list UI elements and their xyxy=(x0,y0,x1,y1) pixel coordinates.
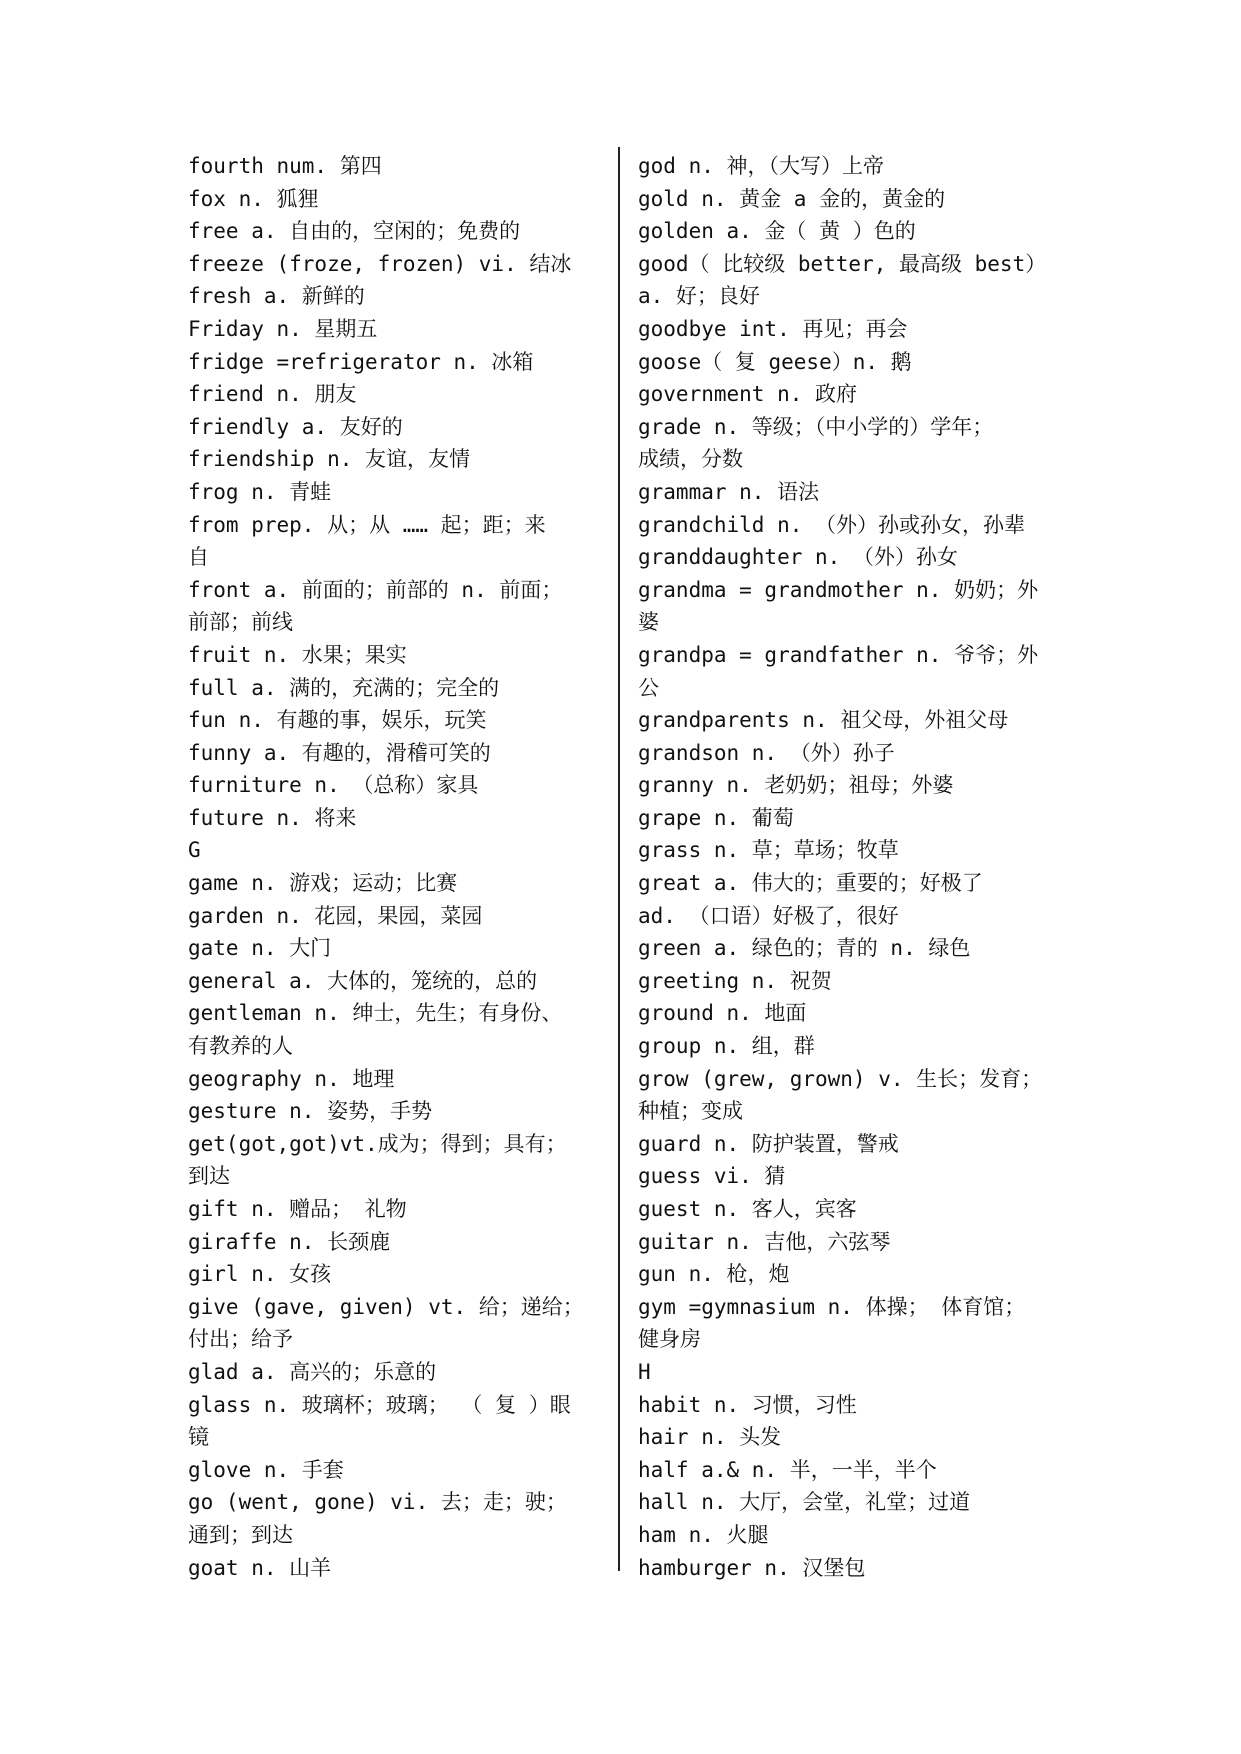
vocab-line: greeting n. 祝贺 xyxy=(638,968,832,993)
vocab-line: gun n. 枪，炮 xyxy=(638,1262,790,1287)
vocab-line: green a. 绿色的；青的 n. 绿色 xyxy=(638,936,971,961)
vocab-line: hall n. 大厅，会堂，礼堂；过道 xyxy=(638,1490,971,1515)
vocab-line: full a. 满的，充满的；完全的 xyxy=(188,675,500,700)
vocab-line: glove n. 手套 xyxy=(188,1457,344,1482)
vocab-line: fruit n. 水果；果实 xyxy=(188,642,407,667)
vocab-line: granny n. 老奶奶；祖母；外婆 xyxy=(638,773,954,798)
vocab-line: ad. （口语）好极了，很好 xyxy=(638,903,899,928)
vocab-line: future n. 将来 xyxy=(188,805,357,830)
vocab-line: Friday n. 星期五 xyxy=(188,316,378,341)
vocab-line: guest n. 客人，宾客 xyxy=(638,1197,857,1221)
vocab-line: from prep. 从；从 …… 起；距；来 xyxy=(188,512,546,537)
vocab-line: gold n. 黄金 a 金的，黄金的 xyxy=(638,186,946,211)
vocab-line: 婆 xyxy=(638,610,659,635)
vocab-line: friendship n. 友谊，友情 xyxy=(188,447,471,472)
vocab-line: gift n. 赠品； 礼物 xyxy=(188,1197,407,1221)
vocab-line: grade n. 等级；（中小学的）学年； xyxy=(638,414,994,439)
vocab-line: goose（ 复 geese）n. 鹅 xyxy=(638,349,912,374)
vocab-line: 镜 xyxy=(188,1425,209,1450)
vocab-line: 通到；到达 xyxy=(188,1522,293,1547)
vocab-line: geography n. 地理 xyxy=(188,1066,395,1091)
vocab-line: grandpa = grandfather n. 爷爷；外 xyxy=(638,642,1039,667)
vocab-line: granddaughter n. （外）孙女 xyxy=(638,545,958,570)
vocab-line: freeze (froze, frozen) vi. 结冰 xyxy=(188,251,572,276)
vocab-line: H xyxy=(638,1359,651,1384)
vocab-line: G xyxy=(188,838,201,863)
vocab-line: hair n. 头发 xyxy=(638,1425,782,1450)
vocab-line: grandma = grandmother n. 奶奶；外 xyxy=(638,577,1039,602)
vocab-line: government n. 政府 xyxy=(638,382,858,407)
vocab-line: furniture n. （总称）家具 xyxy=(188,773,479,798)
right-column xyxy=(638,150,1053,1584)
vocab-line: girl n. 女孩 xyxy=(188,1262,332,1287)
vocab-line: gate n. 大门 xyxy=(188,936,332,961)
vocab-line: a. 好；良好 xyxy=(638,284,760,309)
vocab-line: 种植；变成 xyxy=(638,1099,743,1124)
vocab-line: gym =gymnasium n. 体操； 体育馆； xyxy=(638,1294,1026,1319)
vocab-line: grandparents n. 祖父母，外祖父母 xyxy=(638,708,1009,733)
vocab-line: give (gave, given) vt. 给；递给； xyxy=(188,1294,584,1319)
column-divider xyxy=(618,147,620,1571)
vocab-line: ground n. 地面 xyxy=(638,1001,807,1026)
vocab-line: fridge =refrigerator n. 冰箱 xyxy=(188,349,534,374)
vocab-line: 成绩，分数 xyxy=(638,447,743,472)
vocab-line: goat n. 山羊 xyxy=(188,1555,332,1580)
vocab-line: garden n. 花园，果园，菜园 xyxy=(188,903,483,928)
vocab-line: grass n. 草；草场；牧草 xyxy=(638,838,899,863)
vocab-line: 健身房 xyxy=(638,1327,701,1352)
vocab-line: fun n. 有趣的事，娱乐，玩笑 xyxy=(188,708,487,733)
vocab-line: goodbye int. 再见；再会 xyxy=(638,316,908,341)
vocab-line: frog n. 青蛙 xyxy=(188,479,332,504)
vocab-line: guess vi. 猜 xyxy=(638,1164,786,1189)
vocab-line: free a. 自由的，空闲的；免费的 xyxy=(188,219,521,244)
vocab-line: front a. 前面的；前部的 n. 前面； xyxy=(188,577,563,602)
vocab-line: guitar n. 吉他，六弦琴 xyxy=(638,1229,891,1254)
vocab-line: group n. 组，群 xyxy=(638,1034,815,1059)
vocab-line: habit n. 习惯，习性 xyxy=(638,1392,857,1417)
vocab-line: gesture n. 姿势，手势 xyxy=(188,1099,433,1124)
vocab-line: 到达 xyxy=(188,1164,230,1189)
vocab-line: good（ 比较级 better, 最高级 best） xyxy=(638,251,1047,276)
vocab-line: god n. 神，（大写）上帝 xyxy=(638,154,885,178)
vocab-line: half a.& n. 半，一半，半个 xyxy=(638,1457,937,1482)
vocab-line: glass n. 玻璃杯；玻璃； （ 复 ）眼 xyxy=(188,1392,571,1417)
vocab-line: gentleman n. 绅士，先生；有身份、 xyxy=(188,1001,563,1026)
vocab-line: guard n. 防护装置，警戒 xyxy=(638,1131,899,1156)
vocab-line: friend n. 朋友 xyxy=(188,382,357,407)
vocab-line: glad a. 高兴的；乐意的 xyxy=(188,1359,437,1384)
vocab-line: funny a. 有趣的，滑稽可笑的 xyxy=(188,740,491,765)
vocab-line: hamburger n. 汉堡包 xyxy=(638,1555,866,1580)
vocab-line: fourth num. 第四 xyxy=(188,154,382,178)
vocab-line: 有教养的人 xyxy=(188,1034,293,1059)
vocab-line: 自 xyxy=(188,545,209,570)
vocab-line: grammar n. 语法 xyxy=(638,479,820,504)
vocab-line: great a. 伟大的；重要的；好极了 xyxy=(638,871,983,896)
vocab-line: ham n. 火腿 xyxy=(638,1522,769,1547)
vocab-line: golden a. 金（ 黄 ）色的 xyxy=(638,219,916,244)
vocab-line: grandson n. （外）孙子 xyxy=(638,740,895,765)
vocab-line: 付出；给予 xyxy=(188,1327,293,1352)
vocab-line: get(got,got)vt.成为；得到；具有； xyxy=(188,1131,567,1156)
vocab-line: giraffe n. 长颈鹿 xyxy=(188,1229,391,1254)
vocab-line: 前部；前线 xyxy=(188,610,293,635)
vocab-line: 公 xyxy=(638,675,659,700)
vocab-line: fox n. 狐狸 xyxy=(188,186,319,211)
vocab-line: grandchild n. （外）孙或孙女，孙辈 xyxy=(638,512,1026,537)
vocab-line: game n. 游戏；运动；比赛 xyxy=(188,871,458,896)
vocab-line: friendly a. 友好的 xyxy=(188,414,403,439)
vocab-line: general a. 大体的，笼统的，总的 xyxy=(188,968,538,993)
vocab-line: grow (grew, grown) v. 生长；发育； xyxy=(638,1066,1043,1091)
vocab-line: fresh a. 新鲜的 xyxy=(188,284,365,309)
vocab-line: grape n. 葡萄 xyxy=(638,805,794,830)
vocab-line: go (went, gone) vi. 去；走；驶； xyxy=(188,1490,567,1515)
left-column xyxy=(188,150,603,1584)
